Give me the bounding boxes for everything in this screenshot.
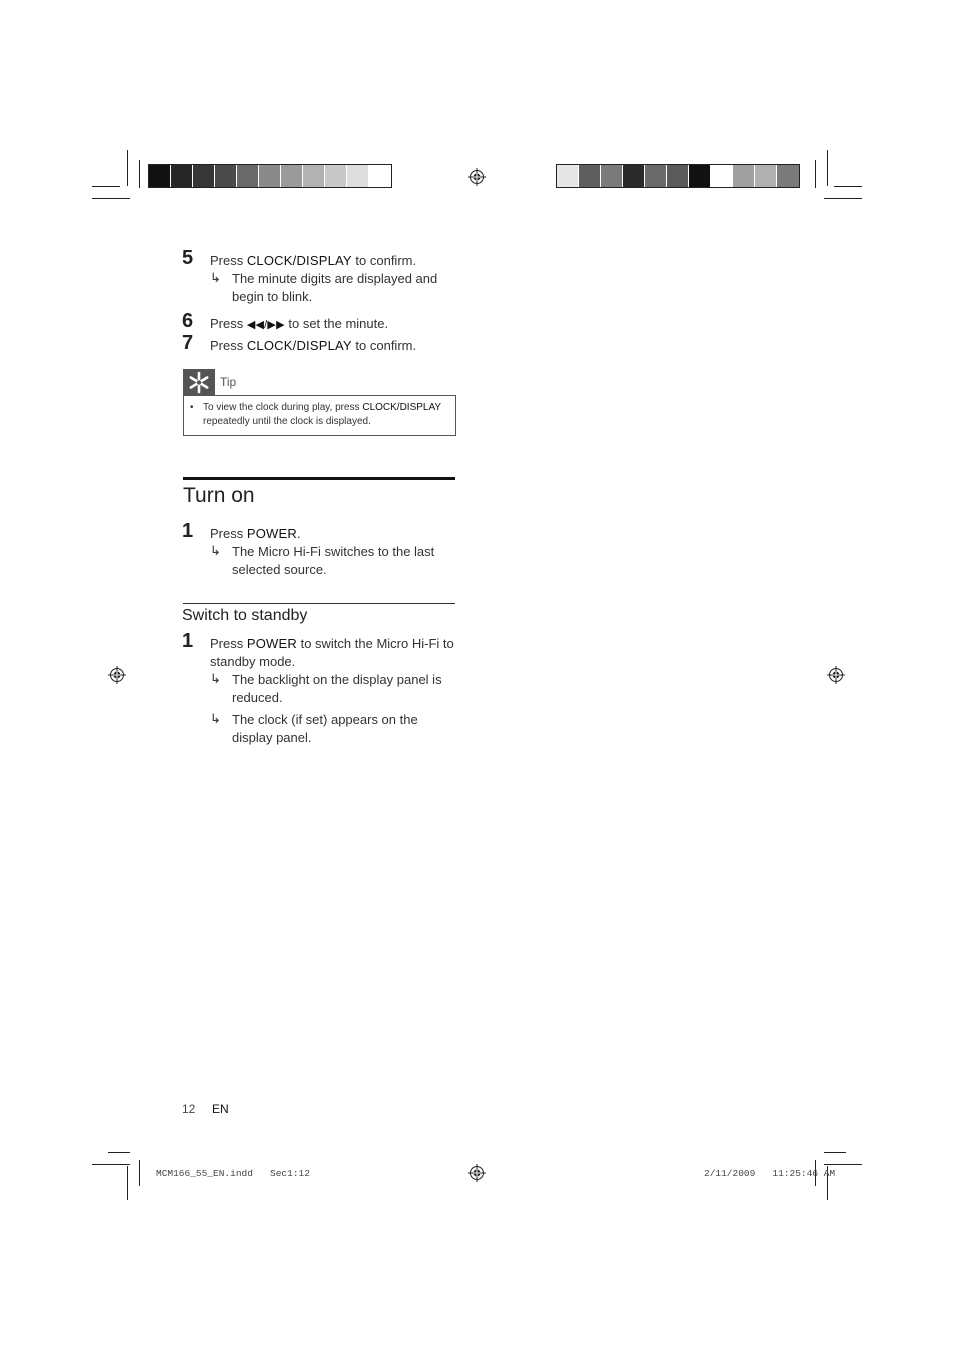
key-label: POWER xyxy=(246,636,297,651)
step-text-pre: Press xyxy=(210,636,247,651)
color-swatch xyxy=(601,165,623,187)
step-result: The Micro Hi-Fi switches to the last selected source. xyxy=(232,544,435,577)
step-text-post: . xyxy=(296,526,301,541)
step-number: 5 xyxy=(182,247,194,269)
color-swatch xyxy=(711,165,733,187)
color-swatch xyxy=(689,165,711,187)
registration-mark-icon xyxy=(108,666,126,684)
result-arrow-icon: ↳ xyxy=(210,270,221,285)
crop-mark xyxy=(824,1152,846,1153)
crop-mark xyxy=(834,186,862,187)
key-label: CLOCK/DISPLAY xyxy=(246,338,352,353)
color-swatch xyxy=(667,165,689,187)
step-text xyxy=(210,252,460,270)
registration-mark-icon xyxy=(468,1164,486,1182)
subsection-title: Switch to standby xyxy=(182,607,308,624)
crop-mark xyxy=(92,1164,130,1165)
tip-text xyxy=(203,401,453,429)
color-swatch xyxy=(557,165,579,187)
color-swatch xyxy=(347,165,369,187)
color-swatch xyxy=(193,165,215,187)
result-arrow-icon: ↳ xyxy=(210,543,221,558)
tip-text-pre: To view the clock during play, press xyxy=(203,402,363,413)
crop-mark xyxy=(108,1152,130,1153)
key-label: CLOCK/DISPLAY xyxy=(246,253,352,268)
crop-mark xyxy=(815,160,816,188)
step-text-post: to confirm. xyxy=(351,253,417,268)
registration-mark-icon xyxy=(827,666,845,684)
step-text xyxy=(210,337,460,355)
step-text-pre: Press xyxy=(210,253,247,268)
step-number: 1 xyxy=(182,520,194,542)
crop-mark xyxy=(824,198,862,199)
skip-buttons-icon: ◀◀/▶▶ xyxy=(246,319,285,331)
crop-mark xyxy=(92,198,130,199)
color-swatch xyxy=(215,165,237,187)
result-arrow-icon: ↳ xyxy=(210,671,221,686)
result-arrow-icon: ↳ xyxy=(210,711,221,726)
step-text-post: to set the minute. xyxy=(284,316,389,331)
key-label: POWER xyxy=(246,526,297,541)
tip-label: Tip xyxy=(220,375,237,389)
language-code: EN xyxy=(212,1102,229,1116)
crop-mark xyxy=(824,1164,862,1165)
step-text-pre: Press xyxy=(210,338,247,353)
step-text-pre: Press xyxy=(210,526,247,541)
key-label: CLOCK/DISPLAY xyxy=(362,402,441,413)
section-title: Turn on xyxy=(183,484,255,507)
color-swatch xyxy=(579,165,601,187)
crop-mark xyxy=(139,1160,140,1186)
step-number: 6 xyxy=(182,310,194,332)
color-swatch xyxy=(733,165,755,187)
registration-mark-icon xyxy=(468,168,486,186)
step-text-post: to switch the Micro Hi-Fi to standby mode. xyxy=(210,636,454,669)
color-swatch xyxy=(259,165,281,187)
tip-text-post: repeatedly until the clock is displayed. xyxy=(203,416,371,427)
step-text xyxy=(210,525,460,543)
step-text xyxy=(210,315,460,335)
color-swatch xyxy=(281,165,303,187)
color-swatch xyxy=(755,165,777,187)
step-result: The minute digits are displayed and begin to blink. xyxy=(232,271,438,304)
color-bar-right xyxy=(556,164,800,188)
step-result: The backlight on the display panel is reduced. xyxy=(232,672,442,705)
color-swatch xyxy=(369,165,391,187)
subsection-rule xyxy=(183,603,455,604)
step-text-pre: Press xyxy=(210,316,247,331)
step-number: 1 xyxy=(182,630,194,652)
slug-file: MCM166_55_EN.indd Sec1:12 xyxy=(156,1168,310,1179)
page-number: 12 xyxy=(182,1102,196,1116)
color-swatch xyxy=(325,165,347,187)
slug-date: 2/11/2009 11:25:46 AM xyxy=(704,1168,836,1179)
crop-mark xyxy=(139,160,140,188)
crop-mark xyxy=(92,186,120,187)
color-swatch xyxy=(303,165,325,187)
color-swatch xyxy=(645,165,667,187)
step-text xyxy=(210,635,460,670)
step-number: 7 xyxy=(182,332,194,354)
section-rule xyxy=(183,477,455,480)
color-swatch xyxy=(171,165,193,187)
step-result: The clock (if set) appears on the display panel. xyxy=(232,712,418,745)
color-bar-left xyxy=(148,164,392,188)
color-swatch xyxy=(623,165,645,187)
bullet: • xyxy=(190,402,194,413)
crop-mark xyxy=(127,1166,128,1200)
crop-mark xyxy=(827,150,828,186)
color-swatch xyxy=(237,165,259,187)
asterisk-icon xyxy=(183,369,215,396)
color-swatch xyxy=(777,165,799,187)
tip-icon-box xyxy=(183,369,215,396)
crop-mark xyxy=(127,150,128,186)
step-text-post: to confirm. xyxy=(351,338,417,353)
color-swatch xyxy=(149,165,171,187)
